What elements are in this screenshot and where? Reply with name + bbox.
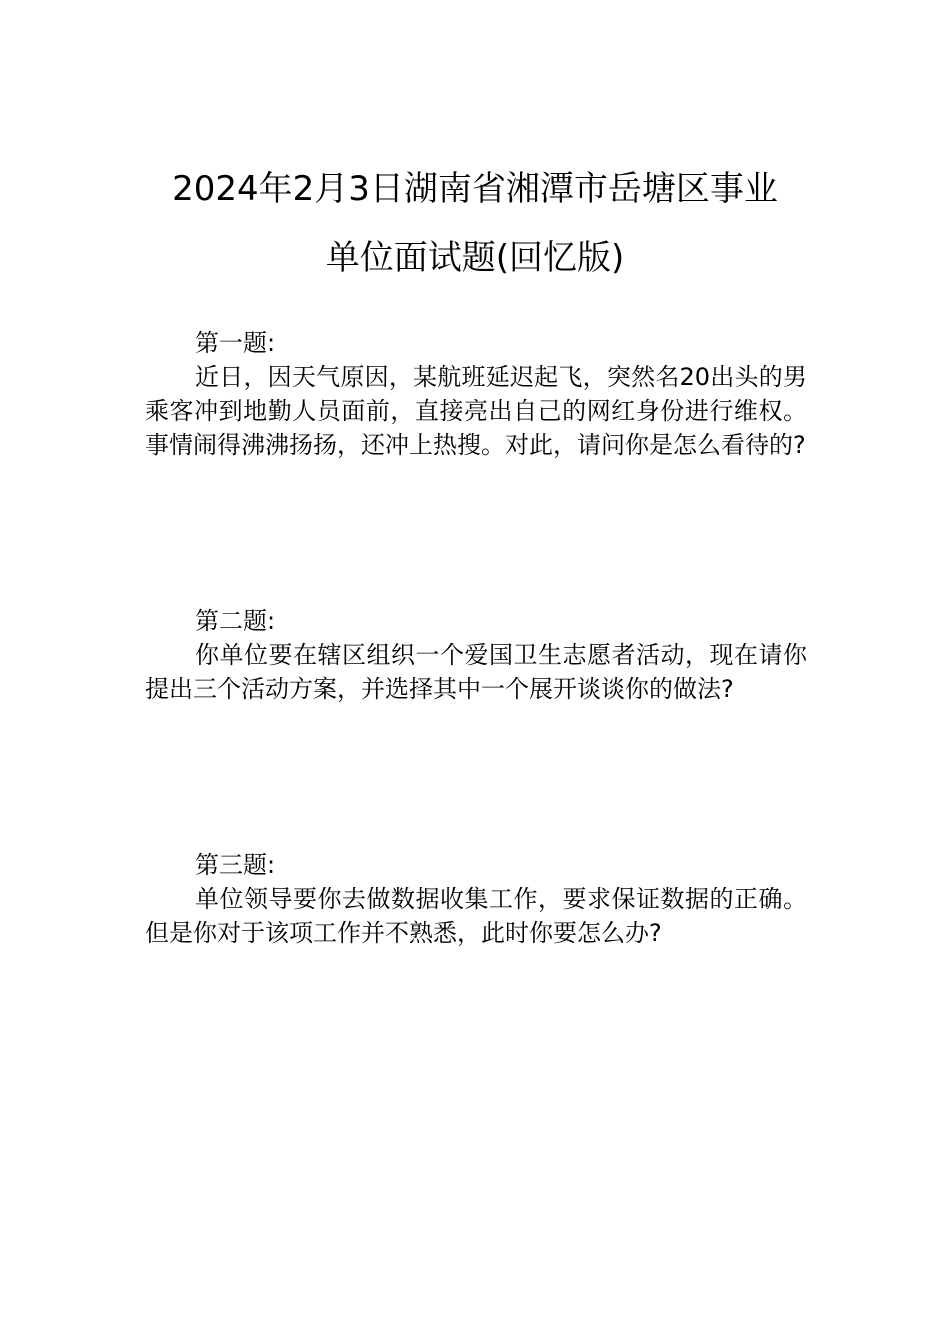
- document-title-line-2: 单位面试题(回忆版): [325, 238, 625, 278]
- question-1-label: 第一题:: [195, 329, 276, 357]
- question-3: [145, 848, 807, 950]
- question-1-text: 近日，因天气原因，某航班延迟起飞，突然名20出头的男乘客冲到地勤人员面前，直接亮出自己的网红身份进行维权。事情闹得沸沸扬扬，还冲上热搜。对此，请问你是怎么看待的?: [145, 363, 807, 459]
- question-3-text: 单位领导要你去做数据收集工作，要求保证数据的正确。但是你对于该项工作并不熟悉，此时你要怎么办?: [145, 885, 807, 947]
- question-2-text: 你单位要在辖区组织一个爱国卫生志愿者活动，现在请你提出三个活动方案，并选择其中一个展开谈谈你的做法?: [145, 641, 807, 703]
- question-2-label: 第二题:: [195, 607, 276, 635]
- document-title-line-1: 2024年2月3日湖南省湘潭市岳塘区事业: [172, 169, 778, 209]
- question-3-label: 第三题:: [195, 851, 276, 879]
- question-1: [145, 326, 807, 462]
- question-2: [145, 604, 807, 706]
